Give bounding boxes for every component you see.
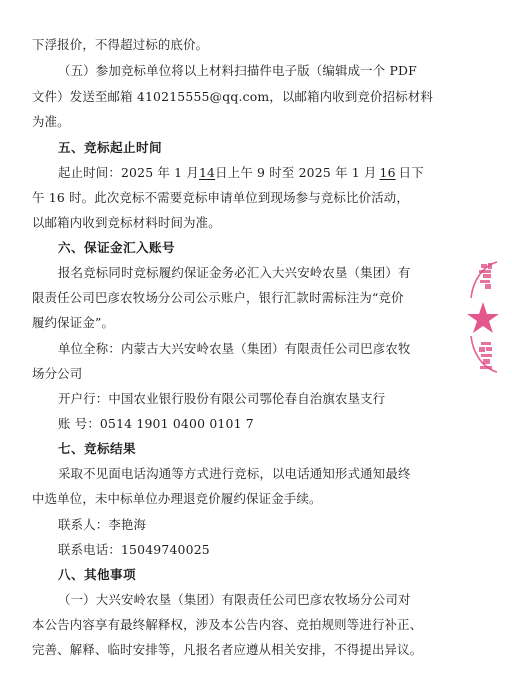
text-span: 日下 <box>398 165 424 180</box>
text-line: 下浮报价，不得超过标的底价。 <box>32 37 209 52</box>
text-line: 午 16 时。此次竞标不需要竞标申请单位到现场参与竞标比价活动， <box>32 190 409 205</box>
text-line: 报名竞标同时竞标履约保证金务必汇入大兴安岭农垦（集团）有 <box>58 265 411 280</box>
text-line: 联系人：李艳海 <box>58 517 147 532</box>
text-line: 为准。 <box>32 114 70 129</box>
text-line: 履约保证金”。 <box>32 315 115 330</box>
section-heading-6: 六、保证金汇入账号 <box>58 240 175 255</box>
text-line: 限责任公司巴彦农牧场分公司公示账户，银行汇款时需标注为“竞价 <box>32 290 404 305</box>
text-line: 单位全称：内蒙古大兴安岭农垦（集团）有限责任公司巴彦农牧 <box>58 341 411 356</box>
text-line <box>58 165 424 181</box>
text-line: 本公告内容享有最终解释权，涉及本公告内容、竞拍规则等进行补正、 <box>32 617 423 632</box>
end-day-underlined: 16 <box>379 165 396 180</box>
seal-graphic <box>461 258 501 376</box>
text-line: 账 号：0514 1901 0400 0101 7 <box>58 416 254 431</box>
text-line: 开户行：中国农业银行股份有限公司鄂伦春自治旗农垦支行 <box>58 391 386 406</box>
red-star-seal-icon <box>461 258 501 376</box>
section-heading-8: 八、其他事项 <box>58 567 136 582</box>
text-line: 采取不见面电话沟通等方式进行竞标，以电话通知形式通知最终 <box>58 466 411 481</box>
text-line: 以邮箱内收到竞标材料时间为准。 <box>32 215 221 230</box>
text-line: 完善、解释、临时安排等，凡报名者应遵从相关安排，不得提出异议。 <box>32 642 423 657</box>
text-line: 文件）发送至邮箱 410215555@qq.com，以邮箱内收到竞价招标材料 <box>32 89 434 104</box>
section-heading-7: 七、竞标结果 <box>58 441 136 456</box>
section-heading-5: 五、竞标起止时间 <box>58 140 162 155</box>
start-day-underlined: 14 <box>198 165 216 180</box>
text-span: 起止时间：2025 年 1 月 <box>58 165 199 180</box>
text-line: （五）参加竞标单位将以上材料扫描件电子版（编辑成一个 PDF <box>58 63 417 78</box>
text-line: （一）大兴安岭农垦（集团）有限责任公司巴彦农牧场分公司对 <box>58 592 411 607</box>
text-line: 联系电话：15049740025 <box>58 542 210 557</box>
text-span: 日上午 9 时至 2025 年 1 月 <box>215 165 377 180</box>
text-line: 中选单位，未中标单位办理退竞价履约保证金手续。 <box>32 491 322 506</box>
text-line: 场分公司 <box>32 366 83 381</box>
